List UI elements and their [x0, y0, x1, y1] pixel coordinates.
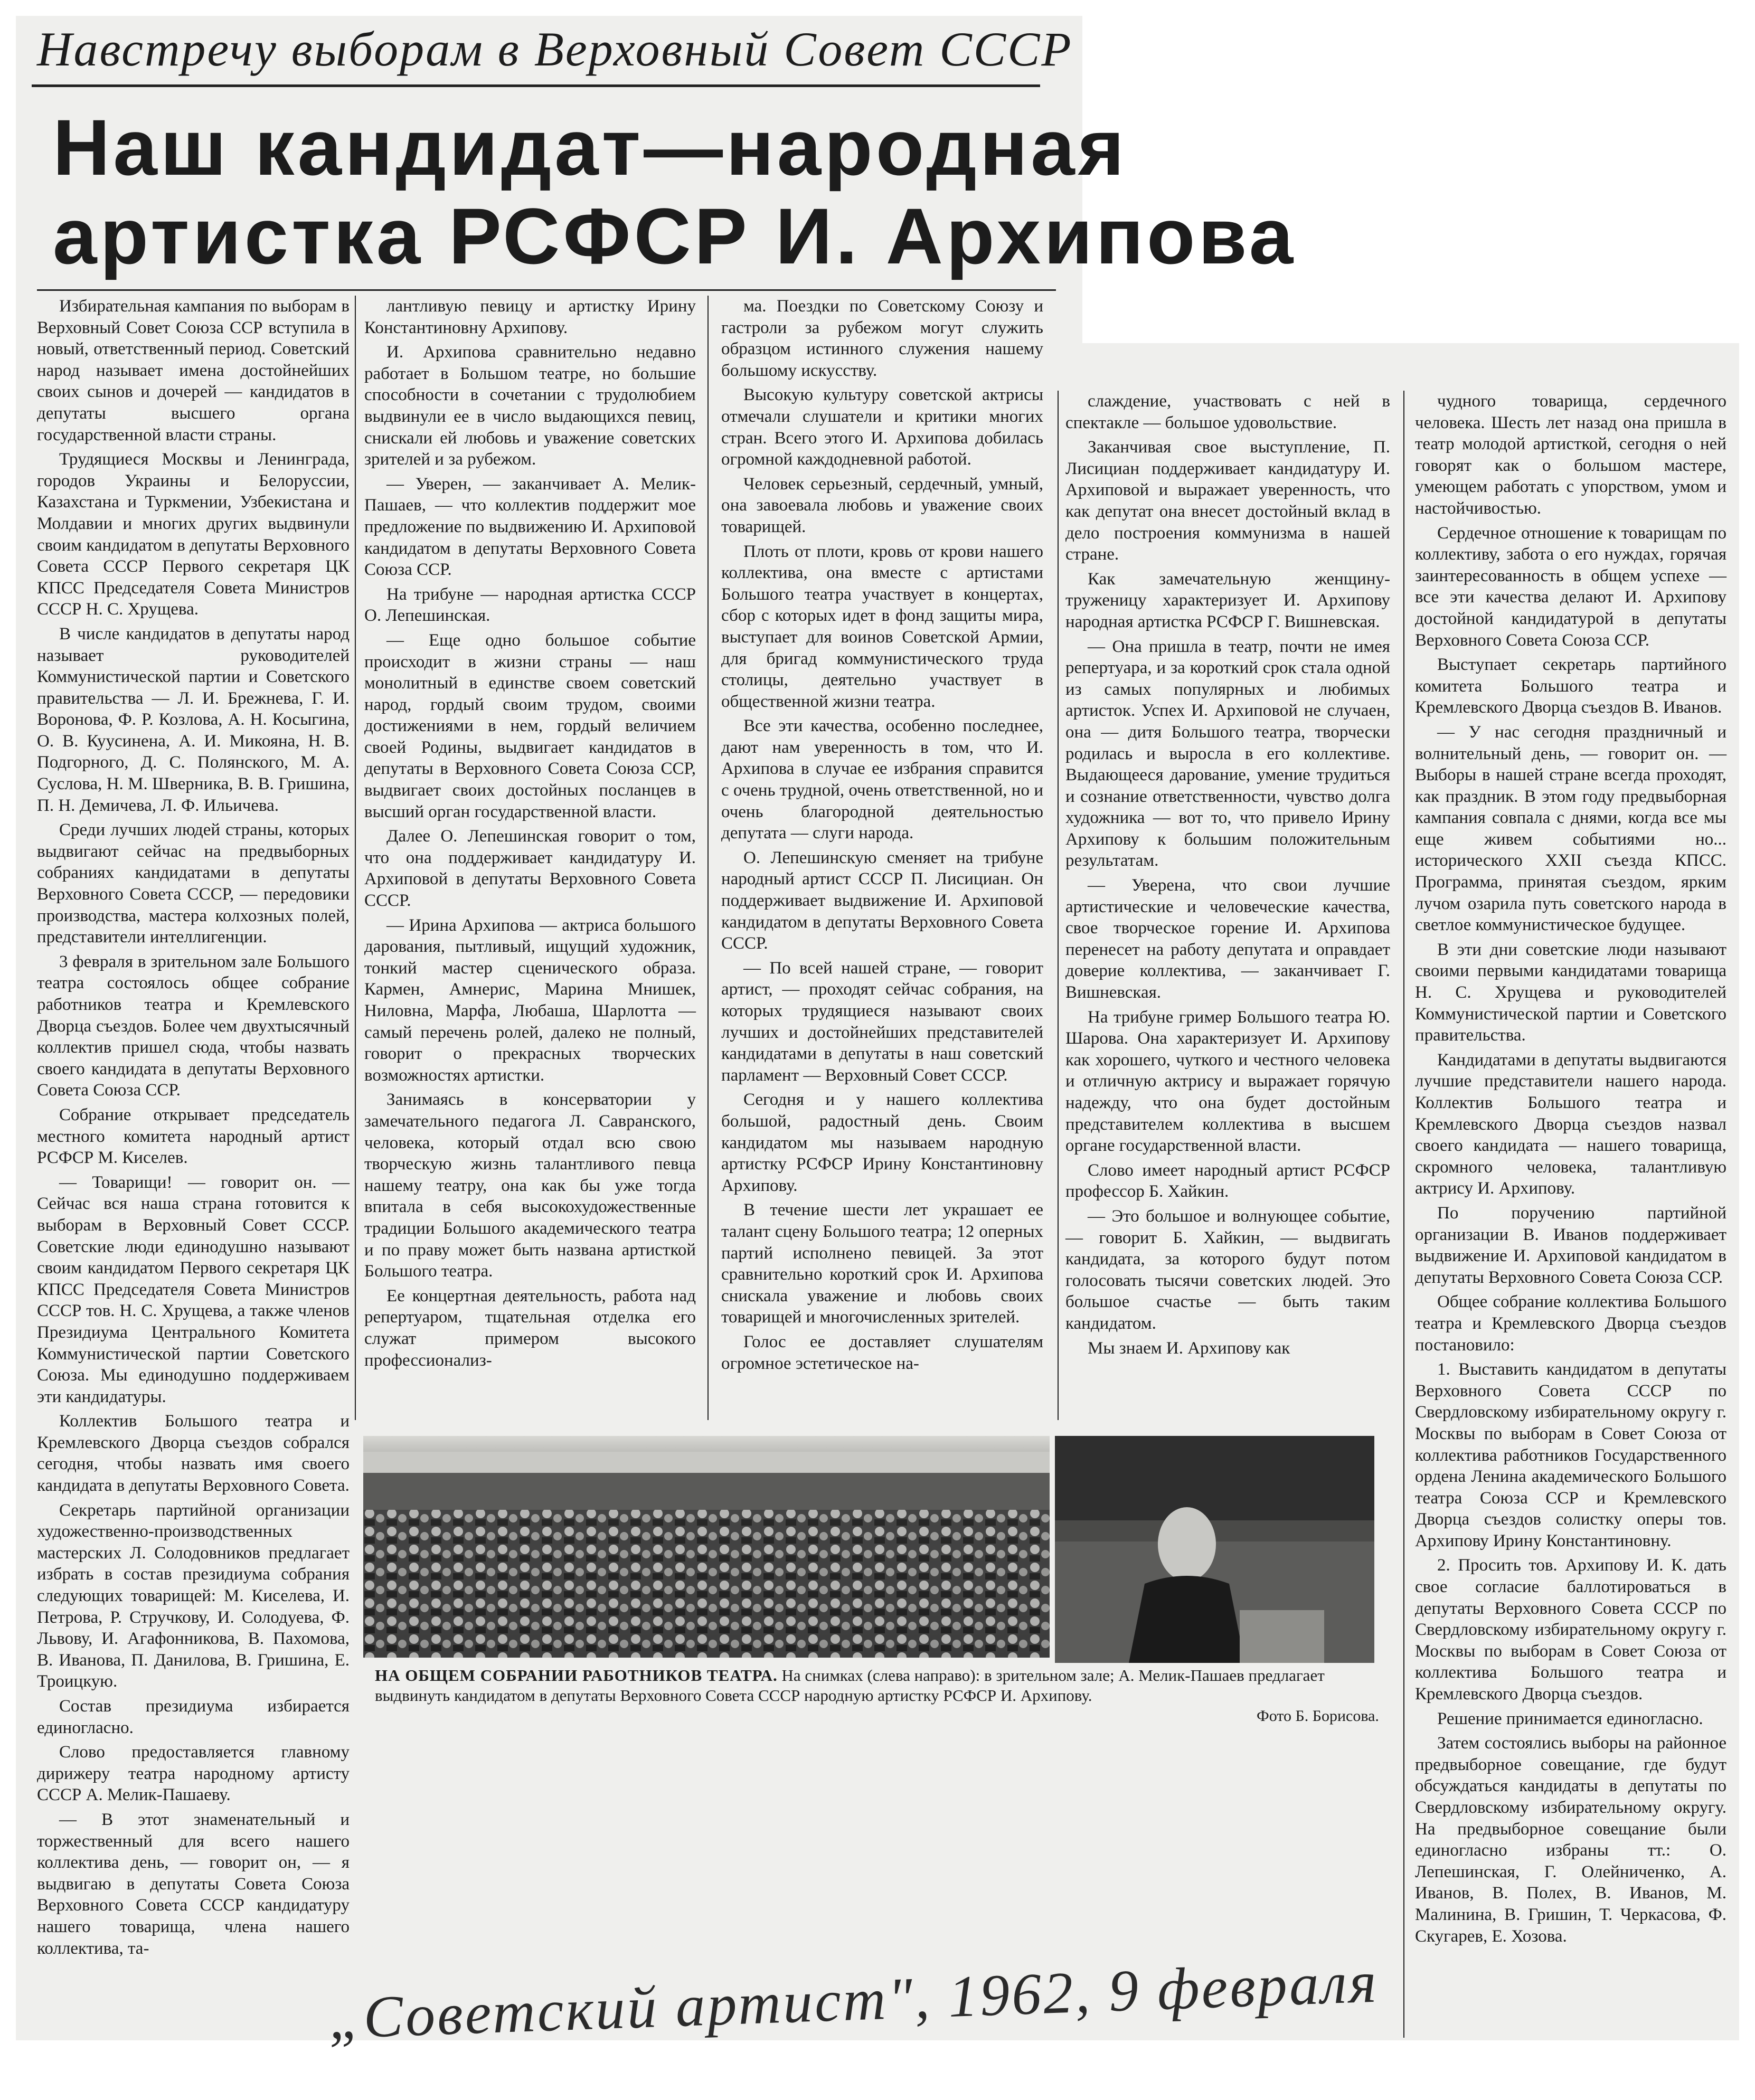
column-divider — [707, 296, 709, 1420]
column-3 — [721, 296, 1043, 1377]
article-paragraph: На трибуне — народная артистка СССР О. Лепешинская. — [364, 584, 696, 626]
article-paragraph: 2. Просить тов. Архипову И. К. дать свое согласие баллотироваться в депутаты Верховного Совета СССР по Свердловскому избирательному округу г. Москвы по выборам в Совет Союза от коллектива Большого театра и Кремлевского Дворца съездов. — [1415, 1556, 1726, 1704]
article-paragraph: Сердечное отношение к товарищам по коллективу, забота о его нуждах, горячая заинтересованность в общем успехе — все эти качества делают И. Архипову достойной кандидатурой в депутаты Верховного Совета Союза ССР. — [1415, 523, 1726, 650]
article-paragraph: Состав президиума избирается единогласно. — [37, 1697, 350, 1737]
article-paragraph: По поручению партийной организации В. Иванов поддерживает выдвижение И. Архиповой кандидатом в депутаты Верховного Совета Союза ССР. — [1415, 1203, 1726, 1287]
article-paragraph: — Товарищи! — говорит он. — Сейчас вся наша страна готовится к выборам в Верховный Совет СССР. Советские люди единодушно называют своим кандидатом Первого секретаря ЦК КПСС Председателя Совета Министров СССР тов. Н. С. Хрущева, а также членов Президиума Центрального Комитета Коммунистической партии Советского Союза. Мы единодушно поддерживаем эти кандидатуры. — [37, 1172, 350, 1406]
article-paragraph: — Еще одно большое событие происходит в жизни страны — наш монолитный в единстве своем советский народ, гордый своим трудом, своими достижениями в нем, гордый величием своей Родины, выдвигает кандидатов в депутаты в Верховного Совета Союза ССР, выдвигает своих достойных посланцев в высший орган государственной власти. — [364, 630, 696, 821]
caption-lead: НА ОБЩЕМ СОБРАНИИ РАБОТНИКОВ ТЕАТРА. — [375, 1666, 778, 1685]
article-paragraph: — Ирина Архипова — актриса большого дарования, пытливый, ищущий художник, тонкий мастер сценического образа. Кармен, Амнерис, Марина Мнишек, Ниловна, Марфа, Любаша, Шарлотта — самый перечень ролей, далеко не полный, говорит о прекрасных творческих возможностях артистки. — [364, 915, 696, 1085]
article-paragraph: Далее О. Лепешинская говорит о том, что она поддерживает кандидатуру И. Архиповой в депутаты Верховного Совета СССР. — [364, 827, 696, 911]
article-paragraph: Заканчивая свое выступление, П. Лисициан поддерживает кандидатуру И. Архиповой и выражает уверенность, что как депутат она внесет достойный вклад в дело построения коммунизма в нашей стране. — [1065, 438, 1390, 564]
article-paragraph: — Уверена, что свои лучшие артистические и человеческие качества, свое творческое горение И. Архипова перенесет на работу депутата и оправдает доверие коллектива, — заканчивает Г. Вишневская. — [1065, 876, 1390, 1002]
article-paragraph: В эти дни советские люди называют своими первыми кандидатами товарища Н. С. Хрущева и руководителей Коммунистической партии и Советского правительства. — [1415, 940, 1726, 1045]
article-paragraph: Слово предоставляется главному дирижеру театра народному артисту СССР А. Мелик-Пашаеву. — [37, 1743, 350, 1805]
article-paragraph: — Это большое и волнующее событие, — говорит Б. Хайкин, — выдвигать кандидата, за которого будут потом голосовать тысячи советских людей. Это большое счастье — быть таким кандидатом. — [1065, 1206, 1390, 1333]
article-paragraph: Избирательная кампания по выборам в Верховный Совет Союза ССР вступила в новый, ответственный период. Советский народ называет имена достойнейших своих сынов и дочерей — кандидатов в депутаты высшего органа государственной власти страны. — [37, 297, 350, 444]
article-paragraph: Слово имеет народный артист РСФСР профессор Б. Хайкин. — [1065, 1160, 1390, 1202]
article-paragraph: Мы знаем И. Архипову как — [1088, 1338, 1290, 1358]
photo-caption — [375, 1666, 1373, 1706]
article-paragraph: Среди лучших людей страны, которых выдвигают сейчас на предвыборных собраниях кандидатами в депутаты Верховного Совета СССР, — передовики производства, мастера колхозных полей, представители интеллигенции. — [37, 820, 350, 947]
column-1 — [37, 296, 350, 1962]
article-paragraph: Секретарь партийной организации художественно-производственных мастерских Л. Солодовников предлагает избрать в состав президиума собрания следующих товарищей: М. Киселева, И. Петрова, Р. Стручкову, И. Солодуева, Ф. Львову, И. Агафонникова, В. Пахомова, В. Иванова, П. Данилова, В. Гришина, Е. Троицкую. — [37, 1500, 350, 1691]
article-paragraph: — Она пришла в театр, почти не имея репертуара, и за короткий срок стала одной из самых популярных и любимых артисток. Успех И. Архиповой не случаен, она — дитя Большого театра, творчески родилась и выросла в его коллективе. Выдающееся дарование, умение трудиться и сознание ответственности, чувство долга художника — вот то, что привело Ирину Архипову к большим положительным результатам. — [1065, 637, 1390, 871]
article-paragraph: слаждение, участвовать с ней в спектакле — большое удовольствие. — [1065, 392, 1390, 432]
article-paragraph: — По всей нашей стране, — говорит артист, — проходят сейчас собрания, на которых трудящиеся называют своих лучших и достойнейших представителей кандидатами в депутаты в наш советский парламент — Верховный Совет СССР. — [721, 958, 1043, 1085]
caption-text: На снимках (слева направо): в зрительном зале; А. Мелик-Пашаев предлагает выдвинуть кандидатом в депутаты Верховного Совета СССР народную артистку РСФСР И. Архипову. — [375, 1666, 1325, 1705]
headline-line-1: Наш кандидат—народная — [53, 103, 1128, 192]
article-paragraph: 1. Выставить кандидатом в депутаты Верховного Совета СССР по Свердловскому избирательному округу г. Москвы по выборам в Совет Союза от коллектива работников Государственного ордена Ленина академического Большого театра Союза ССР и Кремлевского Дворца съездов солистку оперы тов. Архипову Ирину Константиновну. — [1415, 1360, 1726, 1550]
article-paragraph: О. Лепешинскую сменяет на трибуне народный артист СССР П. Лисициан. Он поддерживает выдвижение И. Архиповой кандидатом в депутаты Верховного Совета СССР. — [721, 848, 1043, 953]
headline-rule — [37, 289, 1056, 291]
article-paragraph: Голос ее доставляет слушателям огромное эстетическое на- — [721, 1332, 1043, 1373]
column-2 — [364, 296, 696, 1374]
column-4 — [1065, 391, 1390, 1362]
article-paragraph: Занимаясь в консерватории у замечательного педагога Л. Савранского, человека, который отдал всю свою творческую жизнь талантливого певца нашему театру, она как бы уже тогда впитала в себя высокохудожественные традиции Большого академического театра и по праву может быть названа артисткой Большого театра. — [364, 1090, 696, 1281]
article-paragraph: На трибуне гример Большого театра Ю. Шарова. Она характеризует И. Архипову как хорошего, чуткого и честного человека и отличную актрису и выражает горячую надежду, что она будет достойным представителем коллектива в высшем органе государственной власти. — [1065, 1007, 1390, 1156]
column-divider — [1403, 391, 1404, 2038]
photo-credit: Фото Б. Борисова. — [1257, 1707, 1379, 1725]
article-paragraph: Высокую культуру советской актрисы отмечали слушатели и критики многих стран. Всего этого И. Архипова добилась огромной каждодневной работой. — [721, 385, 1043, 469]
article-paragraph: В числе кандидатов в депутаты народ называет руководителей Коммунистической партии и Советского правительства — Л. И. Брежнева, Г. И. Воронова, Ф. Р. Козлова, А. Н. Косыгина, О. В. Куусинена, А. И. Микояна, Н. В. Подгорного, Д. С. Полянского, М. А. Суслова, Н. М. Шверника, В. В. Гришина, П. Н. Демичева, Л. Ф. Ильичева. — [37, 624, 350, 815]
article-paragraph: — У нас сегодня праздничный и волнительный день, — говорит он. — Выборы в нашей стране всегда проходят, как праздник. В этом году предвыборная кампания совпала с днями, когда все мы еще живем событиями но... исторического XXII съезда КПСС. Программа, принятая съездом, ярким лучом озарила путь советского народа в светлое коммунистическое будущее. — [1415, 722, 1726, 935]
article-paragraph: Ее концертная деятельность, работа над репертуаром, тщательная отделка его служат примером высокого профессионализ- — [364, 1286, 696, 1370]
article-paragraph: ма. Поездки по Советскому Союзу и гастроли за рубежом могут служить образцом истинного служения нашему большому искусству. — [721, 297, 1043, 380]
article-paragraph: Коллектив Большого театра и Кремлевского Дворца съездов собрался сегодня, чтобы назвать имя своего кандидата в депутаты Верховного Совета. — [37, 1412, 350, 1496]
article-paragraph: И. Архипова сравнительно недавно работает в Большом театре, но большие способности в сочетании с трудолюбием выдвинули ее в число выдающихся певиц, снискали ей любовь и уважение советских зрителей и за рубежом. — [364, 343, 696, 469]
kicker-heading: Навстречу выборам в Верховный Совет СССР — [37, 22, 1073, 76]
article-paragraph: Трудящиеся Москвы и Ленинграда, городов Украины и Белоруссии, Казахстана и Туркмении, Узбекистана и Молдавии и многих других выдвинули своим кандидатом в депутаты Верховного Совета СССР Первого секретаря ЦК КПСС Председателя Совета Министров СССР Н. С. Хрущева. — [37, 450, 350, 619]
column-divider — [1058, 391, 1059, 1420]
headline-line-2: артистка РСФСР И. Архипова — [53, 192, 1297, 280]
column-divider — [355, 296, 356, 1420]
article-paragraph: Собрание открывает председатель местного комитета народный артист РСФСР М. Киселев. — [37, 1105, 350, 1168]
article-paragraph: В течение шести лет украшает ее талант сцену Большого театра; 12 оперных партий исполнено певицей. За этот сравнительно короткий срок И. Архипова снискала уважение и любовь своих товарищей и многочисленных зрителей. — [721, 1200, 1043, 1327]
article-paragraph: Сегодня и у нашего коллектива большой, радостный день. Своим кандидатом мы называем народную артистку РСФСР Ирину Константиновну Архипову. — [721, 1090, 1043, 1195]
main-headline — [53, 103, 1296, 280]
article-paragraph: Плоть от плоти, кровь от крови нашего коллектива, она вместе с артистами Большого театра участвует в концертах, сбор с которых идет в фонд защиты мира, выступает для воинов Советской Армии, для бригад коммунистического труда столицы, деятельно участвует в общественной жизни театра. — [721, 542, 1043, 711]
kicker-rule — [32, 84, 1040, 87]
handwritten-source-note: „Советский артист", 1962, 9 февраля — [327, 1949, 1380, 2051]
speaker-photo — [1055, 1436, 1374, 1663]
article-paragraph: лантливую певицу и артистку Ирину Константиновну Архипову. — [364, 297, 696, 337]
article-paragraph: — В этот знаменательный и торжественный для всего нашего коллектива день, — говорит он, — я выдвигаю в депутаты Совета Союза Верховного Совета СССР кандидатуру нашего товарища, члена нашего коллектива, та- — [37, 1810, 350, 1958]
article-paragraph: — Уверен, — заканчивает А. Мелик-Пашаев, — что коллектив поддержит мое предложение по выдвижению И. Архиповой кандидатом в депутаты Верховного Совета Союза ССР. — [364, 474, 696, 580]
article-paragraph: Общее собрание коллектива Большого театра и Кремлевского Дворца съездов постановило: — [1415, 1292, 1726, 1355]
article-paragraph: Человек серьезный, сердечный, умный, она завоевала любовь и уважение своих товарищей. — [721, 474, 1043, 536]
article-paragraph: Выступает секретарь партийного комитета Большого театра и Кремлевского Дворца съездов В. Иванов. — [1415, 655, 1726, 717]
column-5 — [1415, 391, 1726, 1950]
article-paragraph: Как замечательную женщину-труженицу характеризует И. Архипову народная артистка РСФСР Г. Вишневская. — [1065, 569, 1390, 631]
article-paragraph: Затем состоялись выборы на районное предвыборное совещание, где будут обсуждаться кандидаты в депутаты по Свердловскому избирательному округу. На предвыборное совещание были единогласно избраны тт.: О. Лепешинская, Г. Олейниченко, А. Иванов, В. Полех, В. Иванов, М. Малинина, В. Гришин, Т. Черкасова, Ф. Скугарев, Е. Хозова. — [1415, 1734, 1726, 1946]
article-paragraph: Кандидатами в депутаты выдвигаются лучшие представители нашего народа. Коллектив Большого театра и Кремлевского Дворца съездов назвал своего кандидата — нашего товарища, скромного человека, талантливую актрису И. Архипову. — [1415, 1050, 1726, 1198]
audience-photo — [363, 1436, 1050, 1658]
article-paragraph: чудного товарища, сердечного человека. Шесть лет назад она пришла в театр молодой артисткой, сегодня о ней говорят как о большом мастере, умеющем работать с упорством, умом и настойчивостью. — [1415, 392, 1726, 518]
article-paragraph: 3 февраля в зрительном зале Большого театра состоялось общее собрание работников театра и Кремлевского Дворца съездов. Более чем двухтысячный коллектив пришел сюда, чтобы назвать своего кандидата в депутаты Верховного Совета Союза ССР. — [37, 952, 350, 1100]
article-paragraph: Все эти качества, особенно последнее, дают нам уверенность в том, что И. Архипова в случае ее избрания справится с очень трудной, очень ответственной, но и очень благородной деятельностью депутата — слуги народа. — [721, 716, 1043, 843]
article-paragraph: Решение принимается единогласно. — [1437, 1709, 1703, 1728]
